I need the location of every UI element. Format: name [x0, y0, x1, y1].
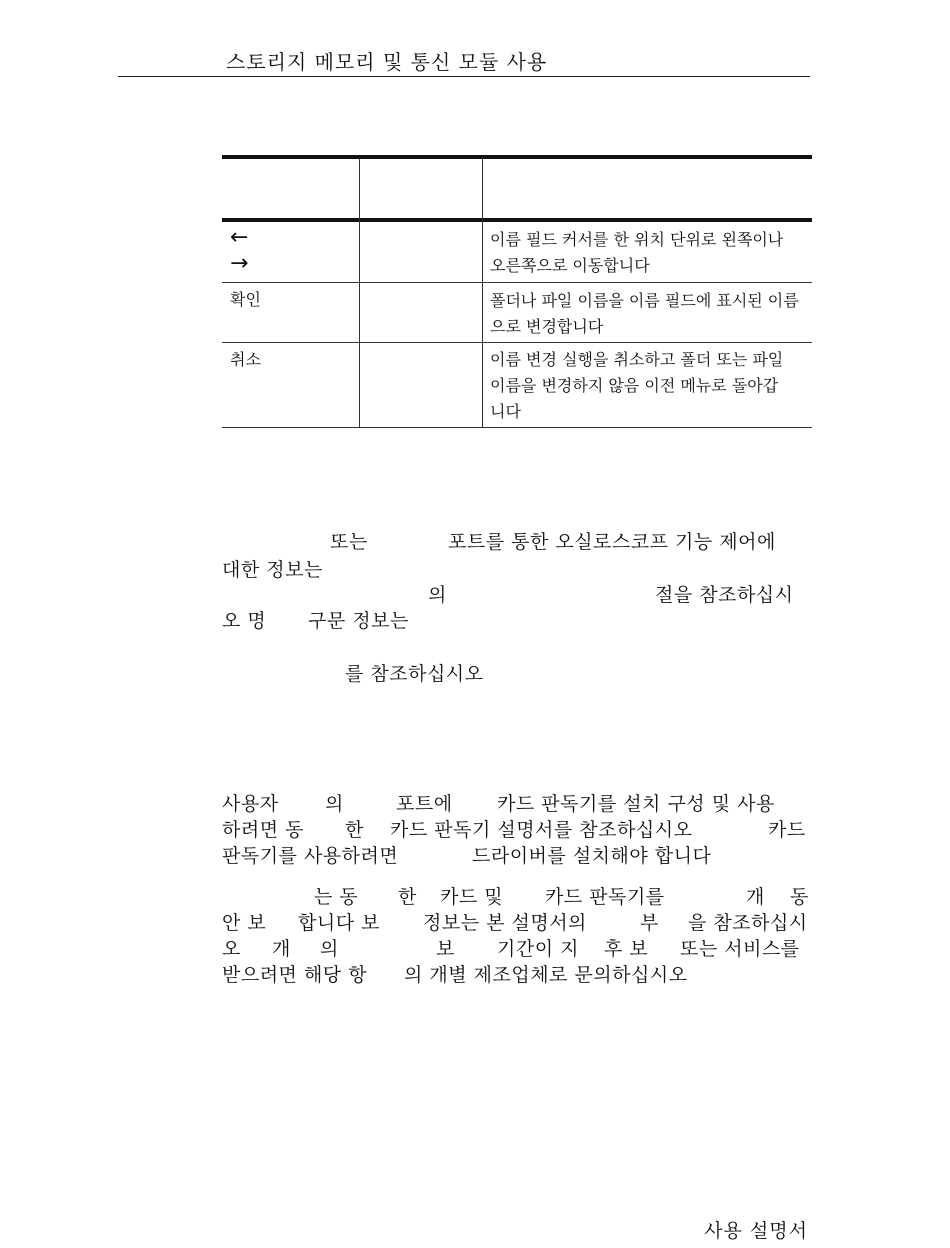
text-fragment: 를 참조하십시오	[345, 663, 484, 685]
text-fragment: 합니다 보	[298, 912, 380, 934]
text-fragment: 의	[428, 584, 447, 606]
table-cell-description	[490, 227, 808, 279]
table-row-divider	[222, 282, 812, 283]
text-fragment: 개	[272, 938, 291, 960]
text-fragment: 기간이 지	[497, 938, 579, 960]
text-fragment: 하려면 동	[222, 819, 304, 841]
text-fragment: 동	[790, 886, 809, 908]
page-header-title: 스토리지 메모리 및 통신 모듈 사용	[226, 50, 548, 74]
text-fragment: 또는 서비스를	[680, 938, 800, 960]
desc-line: 이름 변경 실행을 취소하고 폴더 또는 파일	[490, 350, 784, 369]
text-fragment: 의	[325, 793, 344, 815]
table-header-rule	[222, 218, 812, 222]
table-column-divider	[359, 159, 360, 428]
desc-line: 오른쪽으로 이동합니다	[490, 256, 650, 275]
text-fragment: 구문 정보는	[308, 610, 409, 632]
text-fragment: 카드 판독기를	[545, 886, 665, 908]
desc-line: 이름을 변경하지 않음 이전 메뉴로 돌아갑	[490, 376, 779, 395]
text-fragment: 정보는 본 설명서의	[423, 912, 587, 934]
table-bottom-rule	[222, 427, 812, 428]
left-arrow-icon: ←	[230, 225, 249, 250]
table-column-divider	[482, 159, 483, 428]
header-divider	[118, 76, 810, 77]
text-fragment: 후 보	[604, 938, 649, 960]
text-fragment: 대한 정보는	[222, 559, 323, 581]
text-fragment: 카드 판독기를 설치 구성 및 사용	[497, 793, 775, 815]
table-row-divider	[222, 342, 812, 343]
table-cell-label: 취소	[230, 350, 261, 369]
table-cell-description	[490, 347, 808, 425]
text-fragment: 개	[746, 886, 765, 908]
text-fragment: 오 명	[222, 610, 267, 632]
text-fragment: 안 보	[222, 912, 267, 934]
text-fragment: 카드	[768, 819, 806, 841]
text-fragment: 한	[398, 886, 417, 908]
text-fragment: 을 참조하십시	[688, 912, 808, 934]
text-fragment: 판독기를 사용하려면	[222, 845, 399, 867]
desc-line: 니다	[490, 402, 521, 421]
desc-line: 으로 변경합니다	[490, 317, 604, 336]
text-fragment: 카드 판독기 설명서를 참조하십시오	[390, 819, 693, 841]
text-fragment: 부	[640, 912, 659, 934]
text-fragment: 의 개별 제조업체로 문의하십시오	[404, 964, 688, 986]
text-fragment: 의	[320, 938, 339, 960]
desc-line: 이름 필드 커서를 한 위치 단위로 왼쪽이나	[490, 230, 784, 249]
text-fragment: 또는	[330, 531, 368, 553]
text-fragment: 보	[436, 938, 455, 960]
text-fragment: 는 동	[314, 886, 359, 908]
text-fragment: 포트를 통한 오실로스코프 기능 제어에	[448, 531, 776, 553]
table-cell-label: 확인	[230, 290, 261, 309]
text-fragment: 한	[345, 819, 364, 841]
text-fragment: 절을 참조하십시	[655, 584, 794, 606]
text-fragment: 사용자	[222, 793, 279, 815]
table-cell-description	[490, 288, 808, 340]
key-function-table	[222, 155, 812, 430]
table-top-rule	[222, 155, 812, 159]
page-footer-label: 사용 설명서	[704, 1220, 808, 1242]
right-arrow-icon: →	[230, 251, 249, 276]
text-fragment: 드라이버를 설치해야 합니다	[472, 845, 712, 867]
text-fragment: 포트에	[396, 793, 453, 815]
text-fragment: 오	[222, 938, 241, 960]
text-fragment: 받으려면 해당 항	[222, 964, 368, 986]
desc-line: 폴더나 파일 이름을 이름 필드에 표시된 이름	[490, 291, 799, 310]
text-fragment: 카드 및	[440, 886, 504, 908]
